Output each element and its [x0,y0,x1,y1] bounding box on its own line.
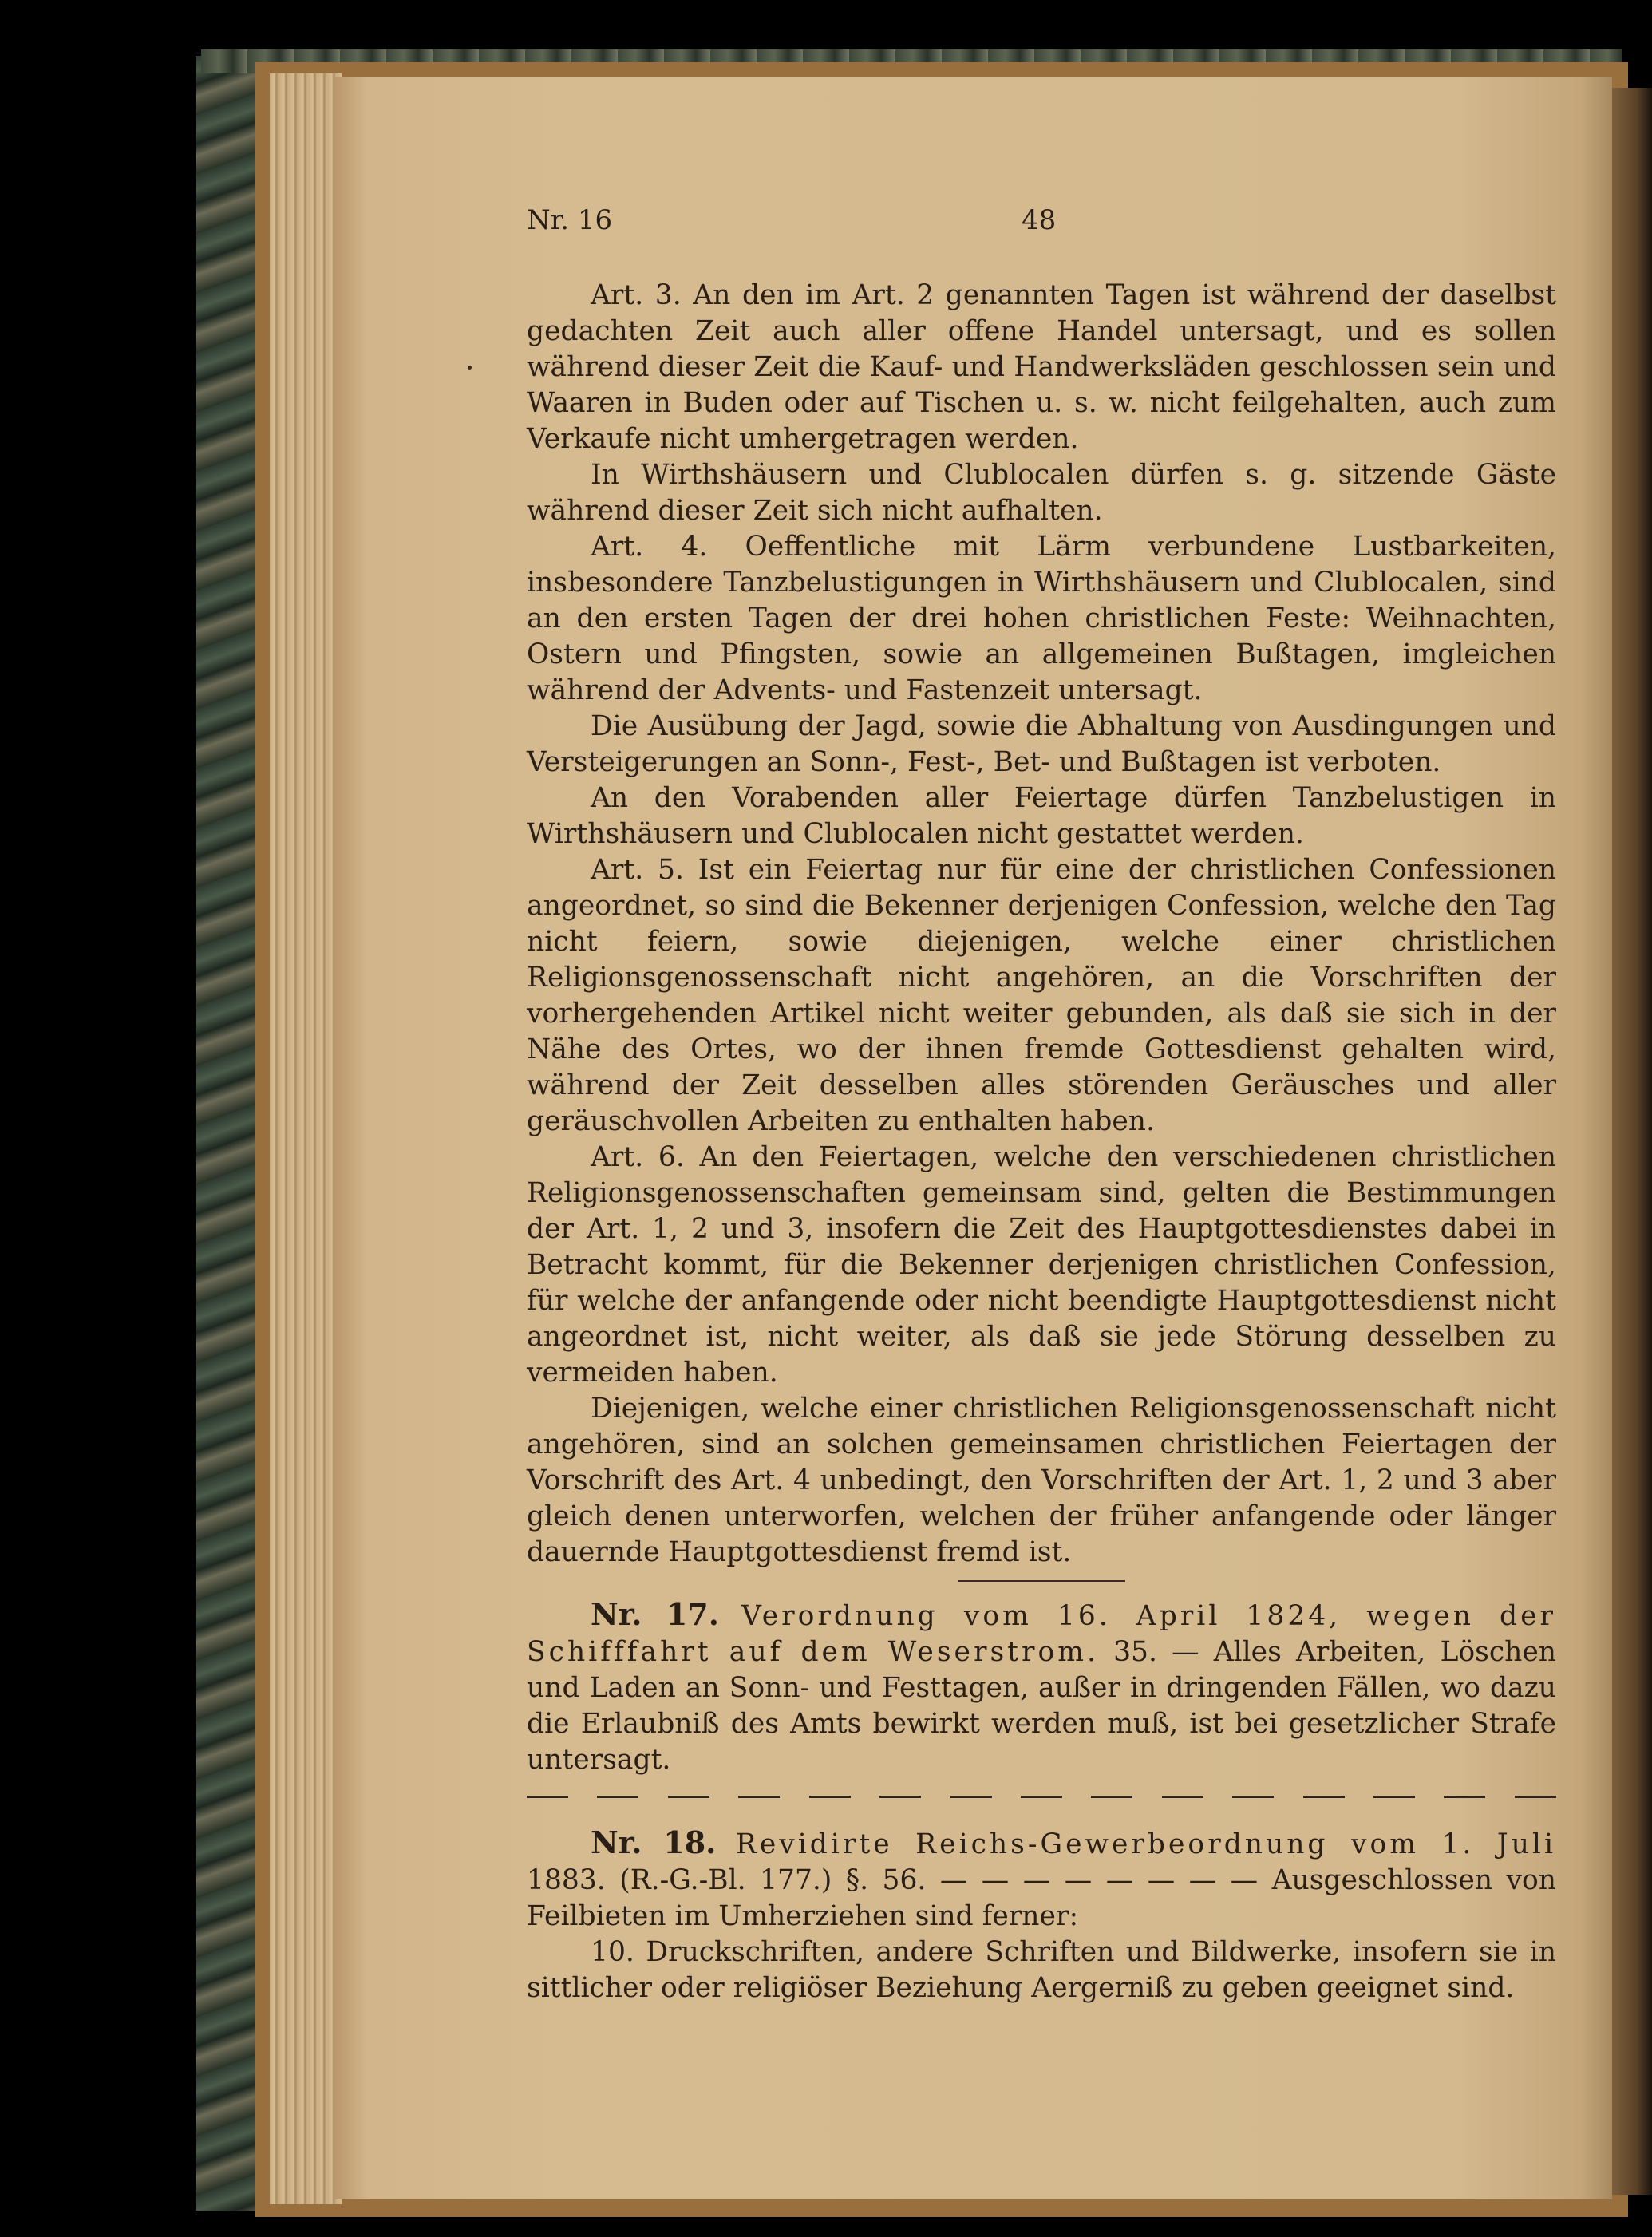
paragraph-art4: Art. 4. Oeffentliche mit Lärm verbundene Lustbarkeiten, insbesondere Tanzbelustigungen in Wirthshäusern und Clublocalen, sind an den ersten Tagen der drei hohen christlichen Feste: Weihnachten, Ostern und Pfingsten, sowie an allgemeinen Bußtagen, imgleichen während der Advents- und Fastenzeit untersagt. [527,531,1556,706]
dash [597,1796,638,1798]
page-edges [270,73,342,2204]
dash [1091,1796,1132,1798]
dash [1444,1796,1485,1798]
dash [809,1796,851,1798]
running-header [527,204,1556,241]
marbled-cover [196,56,264,2211]
dash [527,1796,568,1798]
paragraph-wirthshaeuser: In Wirthshäusern und Clublocalen dürfen s. g. sitzende Gäste während dieser Zeit sich nicht aufhalten. [527,459,1556,527]
entry-nr18 [527,1824,1556,1935]
dash [668,1796,709,1798]
paragraph-art6: Art. 6. An den Feiertagen, welche den verschiedenen christlichen Religionsgenossenschaften gemeinsam sind, gelten die Bestimmungen der Art. 1, 2 und 3, insofern die Zeit des Hauptgottesdienstes dabei in Betracht kommt, für die Bekenner derjenigen christlichen Confession, für welche der anfangende oder nicht beendigte Hauptgottesdienst nicht angeordnet ist, nicht weiter, als daß sie jede Störung desselben zu vermeiden haben. [527,1141,1556,1389]
entry-nr18-number: Nr. 18. [591,1824,717,1860]
paragraph-art5: Art. 5. Ist ein Feiertag nur für eine der christlichen Confessionen angeordnet, so sind die Bekenner derjenigen Confession, welche den Tag nicht feiern, sowie diejenigen, welche einer christlichen Religionsgenossenschaft nicht angehören, an die Vorschriften der vorhergehenden Artikel nicht weiter gebunden, als daß sie sich in der Nähe des Ortes, wo der ihnen fremde Gottesdienst gehalten wird, während der Zeit desselben alles störenden Geräusches und aller geräuschvollen Arbeiten zu enthalten haben. [527,854,1556,1137]
page-body [527,278,1556,2006]
dash [1162,1796,1203,1798]
entry-nr18-item: 10. Druckschriften, andere Schriften und Bildwerke, insofern sie in sittlicher oder religiöser Beziehung Aergerniß zu geben geeignet sind. [527,1936,1556,2004]
paragraph-diejenigen: Diejenigen, welche einer christlichen Religionsgenossenschaft nicht angehören, sind an solchen gemeinsamen christlichen Feiertagen der Vorschrift des Art. 4 unbedingt, den Vorschriften der Art. 1, 2 und 3 aber gleich denen unterworfen, welchen der früher anfangende oder länger dauernde Hauptgottesdienst fremd ist. [527,1393,1556,1568]
paragraph-art3: Art. 3. An den im Art. 2 genannten Tagen ist während der daselbst gedachten Zeit auch aller offene Handel untersagt, und es sollen während dieser Zeit die Kauf- und Handwerksläden geschlossen sein und Waaren in Buden oder auf Tischen u. s. w. nicht feilgehalten, auch zum Verkaufe nicht umhergetragen werden. [527,279,1556,455]
dash [1303,1796,1345,1798]
right-edge-shadow [1612,88,1652,2195]
entry-nr17-body: 35. — Alles Arbeiten, Löschen und Laden an Sonn- und Festtagen, außer in dringenden Fällen, wo dazu die Erlaubniß des Amts bewirkt werden muß, ist bei gesetzlicher Strafe untersagt. [527,1636,1557,1776]
entry-nr17 [527,1596,1556,1778]
entry-nr18-title: Revidirte Reichs-Gewerbeordnung vom 1. Juli [735,1828,1557,1860]
dash [1515,1796,1556,1798]
dash [1232,1796,1274,1798]
section-number: Nr. 16 [527,204,613,236]
dash [879,1796,921,1798]
paragraph-vorabende: An den Vorabenden aller Feiertage dürfen Tanzbelustigen in Wirthshäusern und Clublocalen nicht gestattet werden. [527,782,1556,850]
ink-speck [468,366,472,370]
dash [738,1796,780,1798]
dash-separator [527,1784,1556,1808]
entry-nr17-title: Verordnung vom 16. April 1824, wegen der Schifffahrt auf dem Weserstrom. [527,1600,1556,1668]
entry-nr18-body: 1883. (R.-G.-Bl. 177.) §. 56. — — — — — — — — Ausgeschlossen von Feilbieten im Umherziehen sind ferner: [527,1864,1556,1932]
entry-nr17-number: Nr. 17. [591,1596,719,1632]
page-number: 48 [1022,204,1057,236]
dash [1021,1796,1062,1798]
dash [1373,1796,1415,1798]
dash [950,1796,992,1798]
section-divider [958,1580,1125,1582]
paragraph-jagd: Die Ausübung der Jagd, sowie die Abhaltung von Ausdingungen und Versteigerungen an Sonn-, Fest-, Bet- und Bußtagen ist verboten. [527,710,1556,778]
